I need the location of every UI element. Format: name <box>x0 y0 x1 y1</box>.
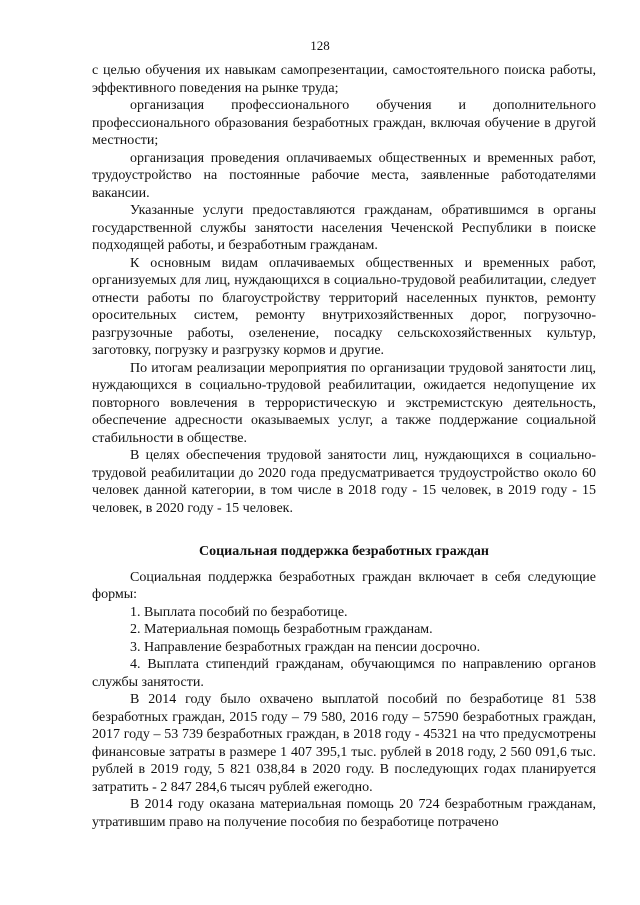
paragraph: организация проведения оплачиваемых общественных и временных работ, трудоустройство на постоянные рабочие места, заявленные работодателями вакансии. <box>92 150 596 201</box>
paragraph: Указанные услуги предоставляются гражданам, обратившимся в органы государственной службы занятости населения Чеченской Республики в поиске подходящей работы, и безработным гражданам. <box>92 203 596 253</box>
list-item: 2. Материальная помощь безработным гражданам. <box>130 622 433 637</box>
page-number: 128 <box>310 38 330 53</box>
paragraph: В 2014 году оказана материальная помощь 20 724 безработным гражданам, утратившим право на получение пособия по безработице потрачено <box>92 797 596 830</box>
list-item: 3. Направление безработных граждан на пенсии досрочно. <box>130 639 481 655</box>
paragraph: организация профессионального обучения и дополнительного профессионального образования безработных граждан, включая обучение в другой местности; <box>92 98 596 148</box>
paragraph: По итогам реализации мероприятия по организации трудовой занятости лиц, нуждающихся в социально-трудовой реабилитации, ожидается недопущение их повторного вовлечения в террористическую и экстремистскую деятельность, обеспечение адресности оказываемых услуг, а также поддержание социальной стабильности в обществе. <box>92 360 596 446</box>
list-item: 1. Выплата пособий по безработице. <box>130 604 348 620</box>
paragraph: В целях обеспечения трудовой занятости лиц, нуждающихся в социально-трудовой реабилитации до 2020 года предусматривается трудоустройство около 60 человек данной категории, в том числе в 2018 году - 15 человек, в 2019 году - 15 человек, в 2020 году - 15 человек. <box>92 448 596 516</box>
paragraph: К основным видам оплачиваемых общественных и временных работ, организуемых для лиц, нуждающихся в социально-трудовой реабилитации, следует отнести работы по благоустройству территорий населенных пунктов, ремонту оросительных систем, ремонту внутрихозяйственных дорог, погрузочно-разгрузочные работы, озеленение, посадку сельскохозяйственных культур, заготовку, погрузку и разгрузку кормов и другие. <box>92 255 596 358</box>
list-item: 4. Выплата стипендий гражданам, обучающимся по направлению органов службы занятости. <box>92 657 596 690</box>
paragraph: В 2014 году было охвачено выплатой пособий по безработице 81 538 безработных граждан, 2015 году – 79 580, 2016 году – 57590 безработных граждан, 2017 году – 53 739 безработных граждан, в 2018 году - 45321 на что предусмотрены финансовые затраты в размере 1 407 395,1 тыс. рублей в 2018 году, 2 560 091,6 тыс. рублей в 2019 году, 5 821 038,84 в 2020 году. В последующих годах планируется затратить - 2 847 284,6 тысяч рублей ежегодно. <box>92 692 596 795</box>
section-intro: Социальная поддержка безработных граждан включает в себя следующие формы: <box>92 569 596 602</box>
document-body <box>92 62 596 831</box>
section-heading: Социальная поддержка безработных граждан <box>199 544 489 559</box>
paragraph: с целью обучения их навыкам самопрезентации, самостоятельного поиска работы, эффективного поведения на рынке труда; <box>92 63 596 96</box>
